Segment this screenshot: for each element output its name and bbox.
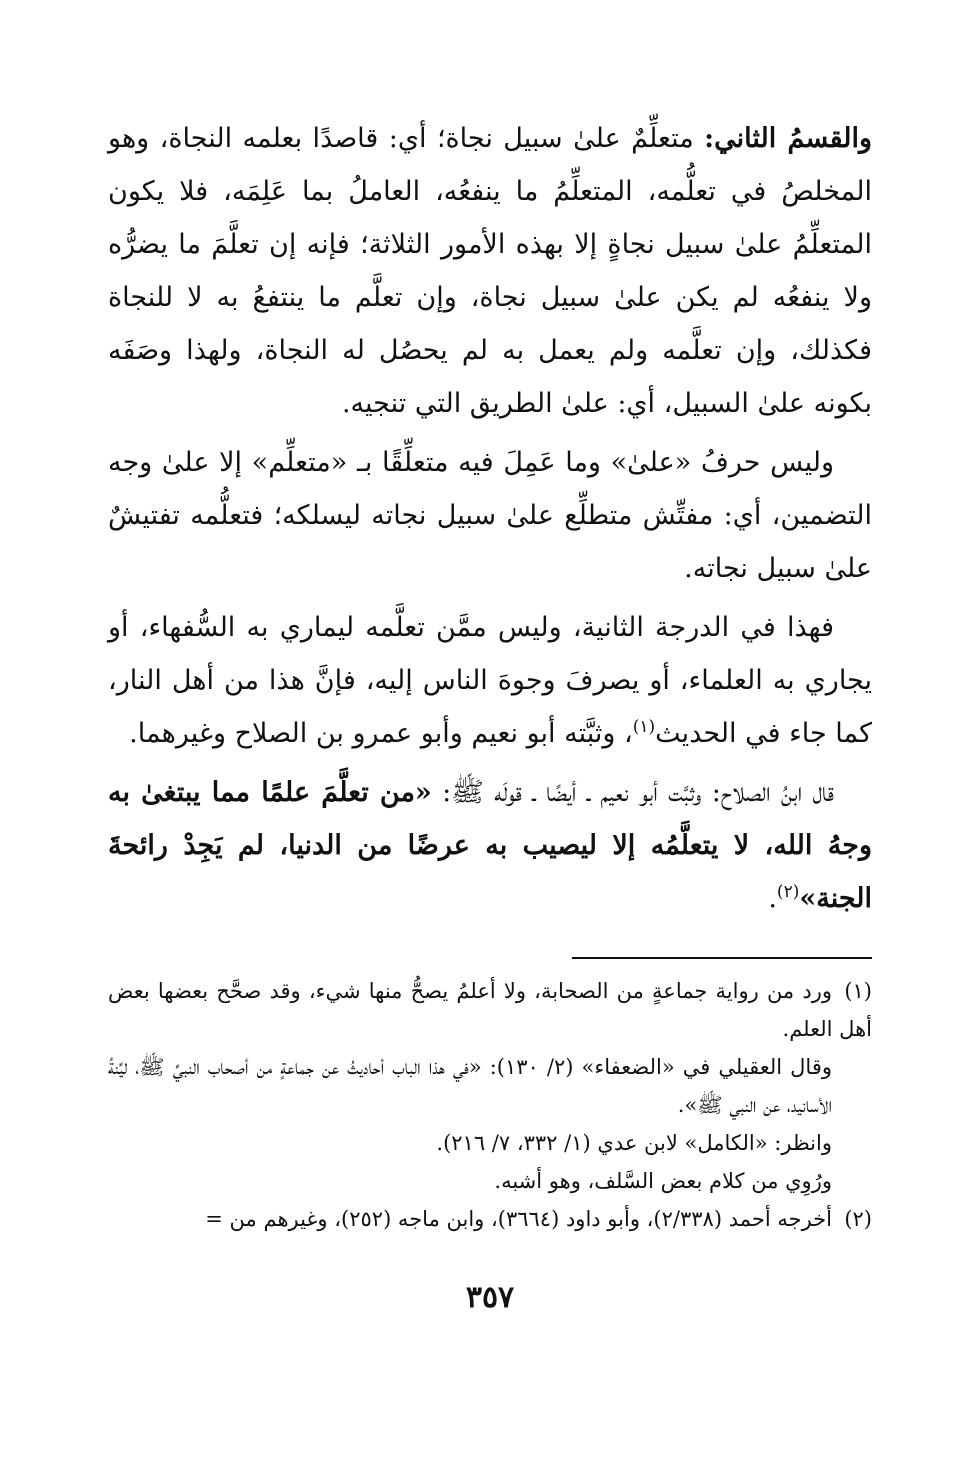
paragraph-3 [108,601,872,760]
footnote-separator [572,957,872,959]
hadith-quote: «من تعلَّمَ علمًا مما يبتغىٰ به وجهُ الله، لا يتعلَّمُه إلا ليصيب به عرضًا من الدنيا، لم يَجِدْ رائحةَ الجنة» [108,777,872,914]
paragraph-4-intro: قال ابنُ الصلاح: وثبَّت أبو نعيم ـ أيضًا ـ قولَه ﷺ: [431,777,834,808]
paragraph-3-text: فهذا في الدرجة الثانية، وليس ممَّن تعلَّمه ليماري به السُّفهاء، أو يجاري به العلماء، أو يصرفَ وجوهَ الناس إليه، فإنَّ هذا من أهل النار، كما جاء في الحديث [108,612,872,749]
paragraph-1-body: متعلِّمٌ علىٰ سبيل نجاة؛ أي: قاصدًا بعلمه النجاة، وهو المخلصُ في تعلُّمه، المتعلِّمُ ما ينفعُه، العاملُ بما عَلِمَه، فلا يكون المتعلِّمُ علىٰ سبيل نجاةٍ إلا بهذه الأمور الثلاثة؛ فإنه إن تعلَّمَ ما يضرُّه ولا ينفعُه لم يكن علىٰ سبيل نجاة، وإن تعلَّم ما ينتفعُ به لا للنجاة فكذلك، وإن تعلَّمه ولم يعمل به لم يحصُل له النجاة، ولهذا وصَفَه بكونه علىٰ السبيل، أي: علىٰ الطريق التي تنجيه. [108,123,872,419]
main-text [108,112,872,931]
paragraph-2: وليس حرفُ «علىٰ» وما عَمِلَ فيه متعلِّقًا بـ «متعلِّم» إلا علىٰ وجه التضمين، أي: مفتِّش متطلِّع علىٰ سبيل نجاته ليسلكه؛ فتعلُّمه تفتيشٌ علىٰ سبيل نجاته. [108,447,872,584]
paragraph-4-end: . [768,883,777,914]
footnote-1-continuation: وقال العقيلي في «الضعفاء» (٢/ ١٣٠): «في هذا الباب أحاديثُ عن جماعةٍ من أصحاب النبيِّ ﷺ، ليِّنةُ الأسانيد، عن النبي ﷺ». [108,1055,832,1117]
paragraph-3-end: ، وثبَّته أبو نعيم وأبو عمرو بن الصلاح وغيرهما. [129,718,633,749]
footnote-2-number: (٢) [844,1207,872,1231]
section-heading: والقسمُ الثاني: [704,123,873,154]
footnote-1-continuation: وانظر: «الكامل» لابن عدي (١/ ٣٣٢، ٧/ ٢١٦). [436,1131,832,1155]
paragraph-1 [108,112,872,430]
footnote-1-number: (١) [844,979,872,1003]
footnotes [108,972,872,1238]
footnote-2-text: أخرجه أحمد (٢/٣٣٨)، وأبو داود (٣٦٦٤)، وابن ماجه (٢٥٢)، وغيرهم من = [205,1207,832,1231]
footnote-1-continuation: ورُوِي من كلام بعض السَّلف، وهو أشبه. [494,1169,832,1193]
paragraph-4 [108,766,872,925]
footnote-2 [108,1200,872,1238]
footnote-1 [108,972,872,1048]
page-number: ٣٥٧ [465,1280,515,1315]
footnote-ref-2[interactable]: (٢) [776,882,800,902]
footnote-1-text: ورد من رواية جماعةٍ من الصحابة، ولا أعلمُ يصحُّ منها شيء، وقد صحَّح بعضها بعض أهل العلم. [108,979,872,1041]
footnote-ref-1[interactable]: (١) [632,717,656,737]
